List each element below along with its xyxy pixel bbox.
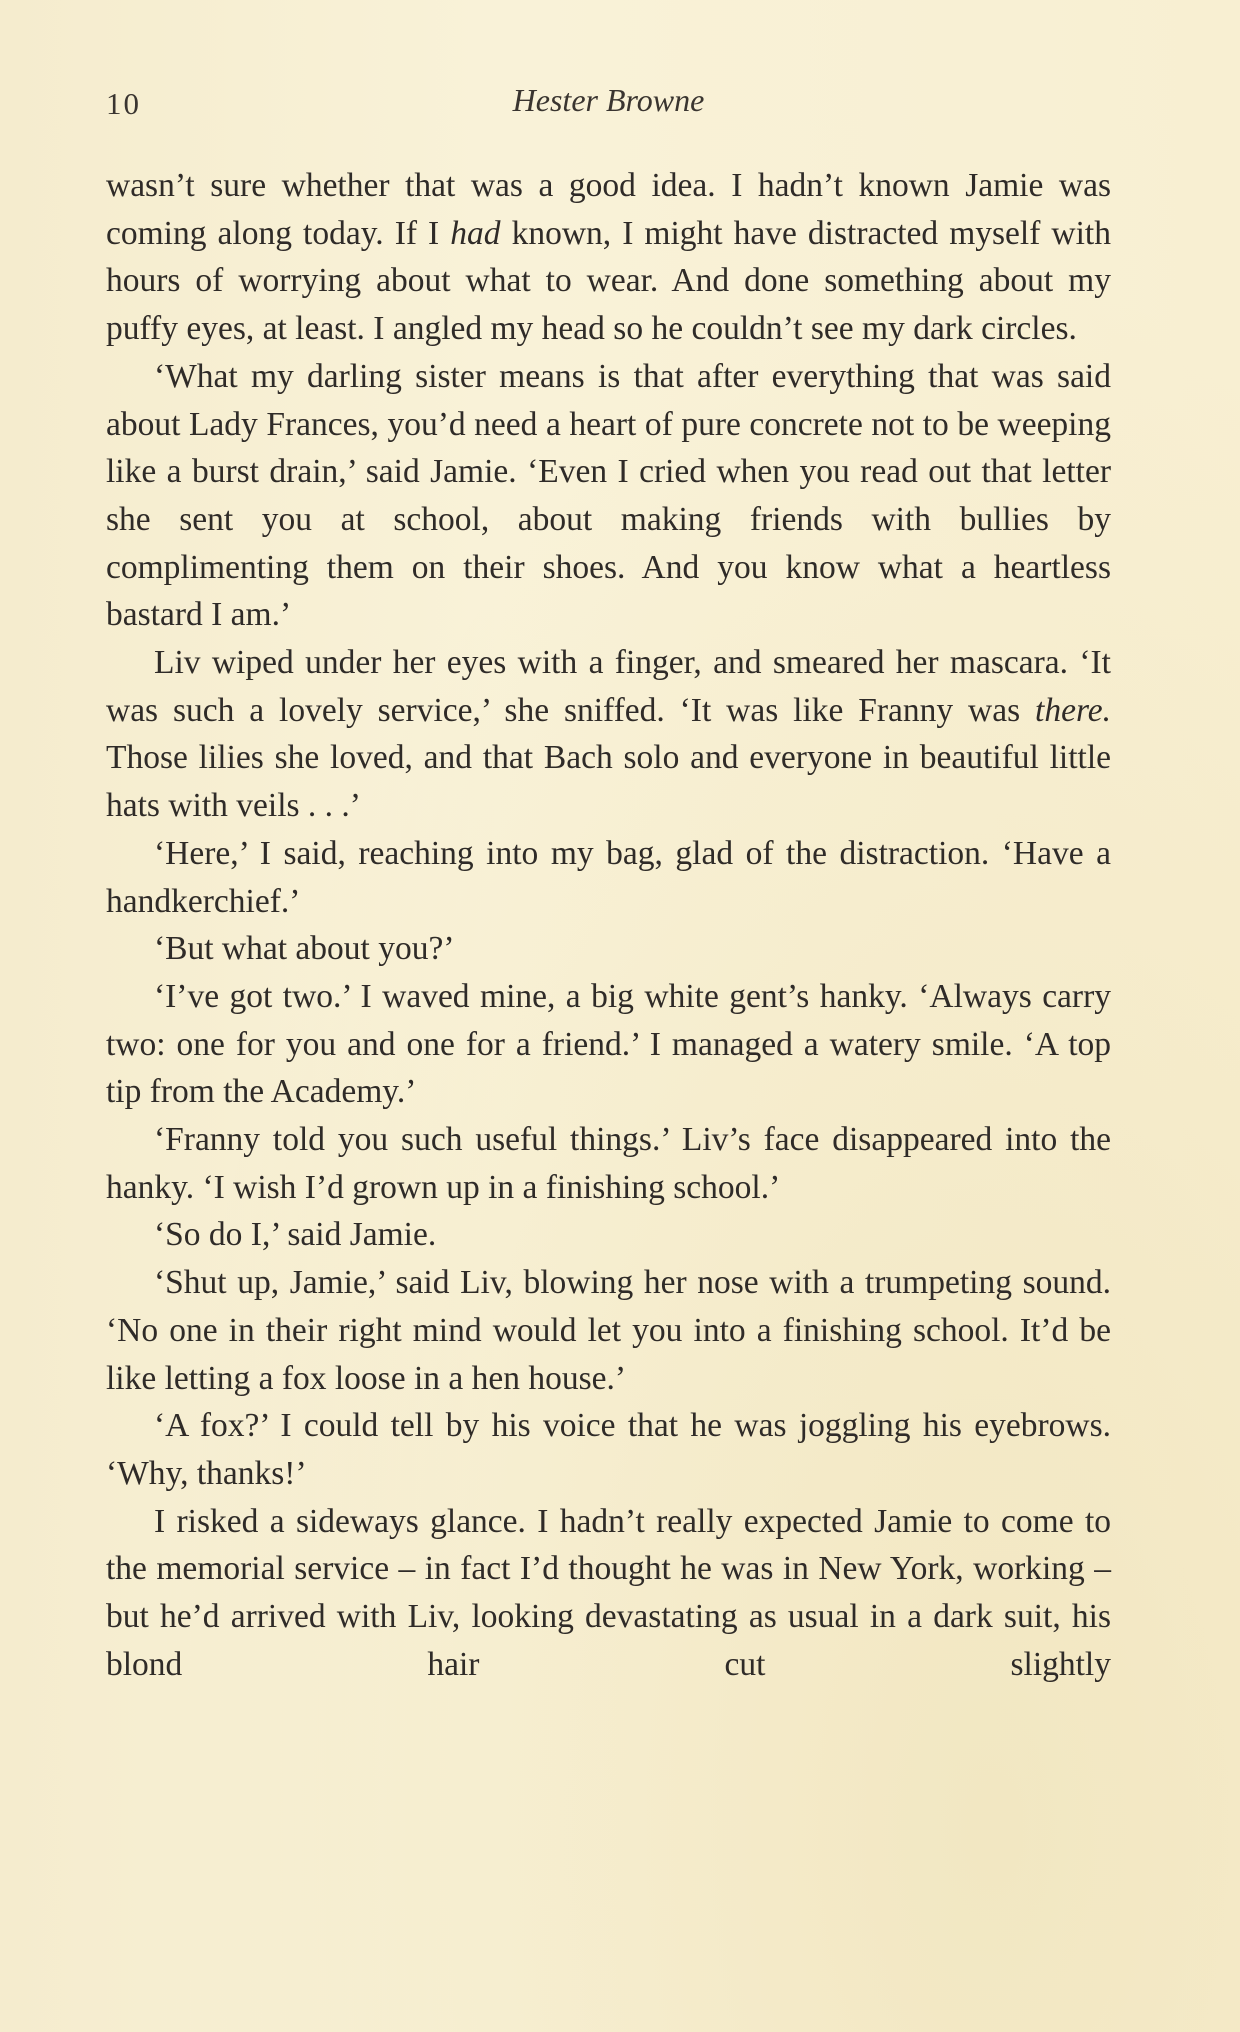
italic-text-run: had [450,214,501,252]
paragraph: ‘Franny told you such useful things.’ Liv’s face disappeared into the hanky. ‘I wish I’d grown up in a finishing school.’ [106,1121,1111,1206]
text-run: Those lilies she loved, and that Bach solo and everyone in beautiful little hats with veils . . .’ [106,739,1111,825]
paragraph: ‘So do I,’ said Jamie. [154,1216,437,1254]
body-text [106,162,1111,1689]
paragraph [106,162,1111,353]
paragraph: ‘What my darling sister means is that after everything that was said about Lady Frances, you’d need a heart of pure concrete not to be weeping like a burst drain,’ said Jamie. ‘Even I cried when you read out that letter she sent you at school, about making friends with bullies by complimenting them on their shoes. And you know what a heartless bastard I am.’ [106,357,1111,634]
paragraph: ‘Shut up, Jamie,’ said Liv, blowing her nose with a trumpeting sound. ‘No one in their right mind would let you into a finishing school. It’d be like letting a fox loose in a hen house.’ [106,1264,1111,1397]
paragraph: ‘Here,’ I said, reaching into my bag, glad of the distraction. ‘Have a handkerchief.’ [106,834,1111,920]
paragraph [106,639,1111,830]
running-head: Hester Browne [512,82,705,118]
paragraph: ‘A fox?’ I could tell by his voice that he was joggling his eyebrows. ‘Why, thanks!’ [106,1407,1111,1492]
paragraph: I risked a sideways glance. I hadn’t really expected Jamie to come to the memorial service – in fact I’d thought he was in New York, working – but he’d arrived with Liv, looking devastating as usual in a dark suit, his blond hair cut slightly [106,1502,1111,1683]
text-run: wasn’t sure whether that was a good idea. I hadn’t known Jamie was coming along today. If I [106,167,1111,252]
paragraph: ‘I’ve got two.’ I waved mine, a big white gent’s hanky. ‘Always carry two: one for you and one for a friend.’ I managed a watery smile. ‘A top tip from the Academy.’ [106,977,1111,1111]
text-run: known, I might have distracted myself with hours of worrying about what to wear. And done something about my puffy eyes, at least. I angled my head so he couldn’t see my dark circles. [106,214,1111,348]
italic-text-run: there. [1035,691,1111,729]
page-number: 10 [106,86,141,121]
text-run: Liv wiped under her eyes with a finger, and smeared her mascara. ‘It was such a lovely service,’ she sniffed. ‘It was like Franny was [106,644,1111,729]
page-header [106,82,1111,126]
paragraph: ‘But what about you?’ [154,930,455,968]
